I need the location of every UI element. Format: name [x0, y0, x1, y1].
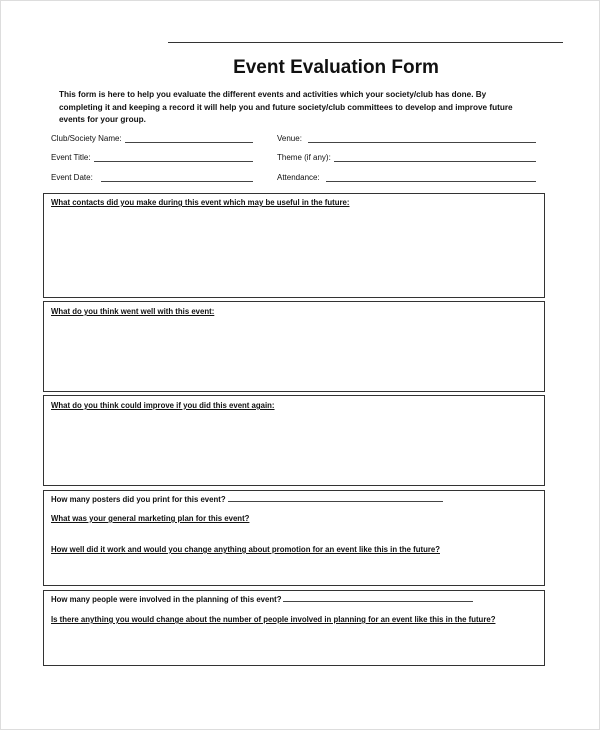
- event-title-label: Event Title:: [51, 153, 91, 162]
- went-well-box[interactable]: [43, 301, 545, 392]
- improve-box[interactable]: [43, 395, 545, 486]
- event-date-field[interactable]: [51, 173, 253, 182]
- people-change-question: Is there anything you would change about the number of people involved in planning for an event like this in the future?: [51, 615, 496, 624]
- venue-label: Venue:: [277, 134, 302, 143]
- posters-question: [51, 495, 443, 504]
- improve-question: What do you think could improve if you did this event again:: [51, 401, 275, 410]
- people-label: How many people were involved in the planning of this event?: [51, 595, 282, 604]
- people-input-line[interactable]: [283, 601, 473, 602]
- club-name-label: Club/Society Name:: [51, 134, 122, 143]
- posters-label: How many posters did you print for this event?: [51, 495, 226, 504]
- event-date-label: Event Date:: [51, 173, 93, 182]
- contacts-box[interactable]: [43, 193, 545, 298]
- attendance-label: Attendance:: [277, 173, 320, 182]
- marketing-box[interactable]: [43, 490, 545, 586]
- theme-field[interactable]: [277, 153, 536, 162]
- people-question: [51, 595, 473, 604]
- venue-field[interactable]: [277, 134, 536, 143]
- event-title-field[interactable]: [51, 153, 253, 162]
- went-well-question: What do you think went well with this event:: [51, 307, 215, 316]
- page-title: Event Evaluation Form: [233, 57, 439, 78]
- attendance-field[interactable]: [277, 173, 536, 182]
- promotion-question: How well did it work and would you change anything about promotion for an event like this in the future?: [51, 545, 440, 554]
- marketing-question: What was your general marketing plan for this event?: [51, 514, 250, 523]
- theme-label: Theme (if any):: [277, 153, 331, 162]
- club-name-field[interactable]: [51, 134, 253, 143]
- header-rule: [168, 42, 563, 43]
- planning-box[interactable]: [43, 590, 545, 666]
- contacts-question: What contacts did you make during this event which may be useful in the future:: [51, 198, 350, 207]
- intro-text: This form is here to help you evaluate the different events and activities which your society/club has done. By completing it and keeping a record it will help you and future society/club committees to develop and improve future events for your group.: [59, 90, 513, 124]
- posters-input-line[interactable]: [228, 501, 443, 502]
